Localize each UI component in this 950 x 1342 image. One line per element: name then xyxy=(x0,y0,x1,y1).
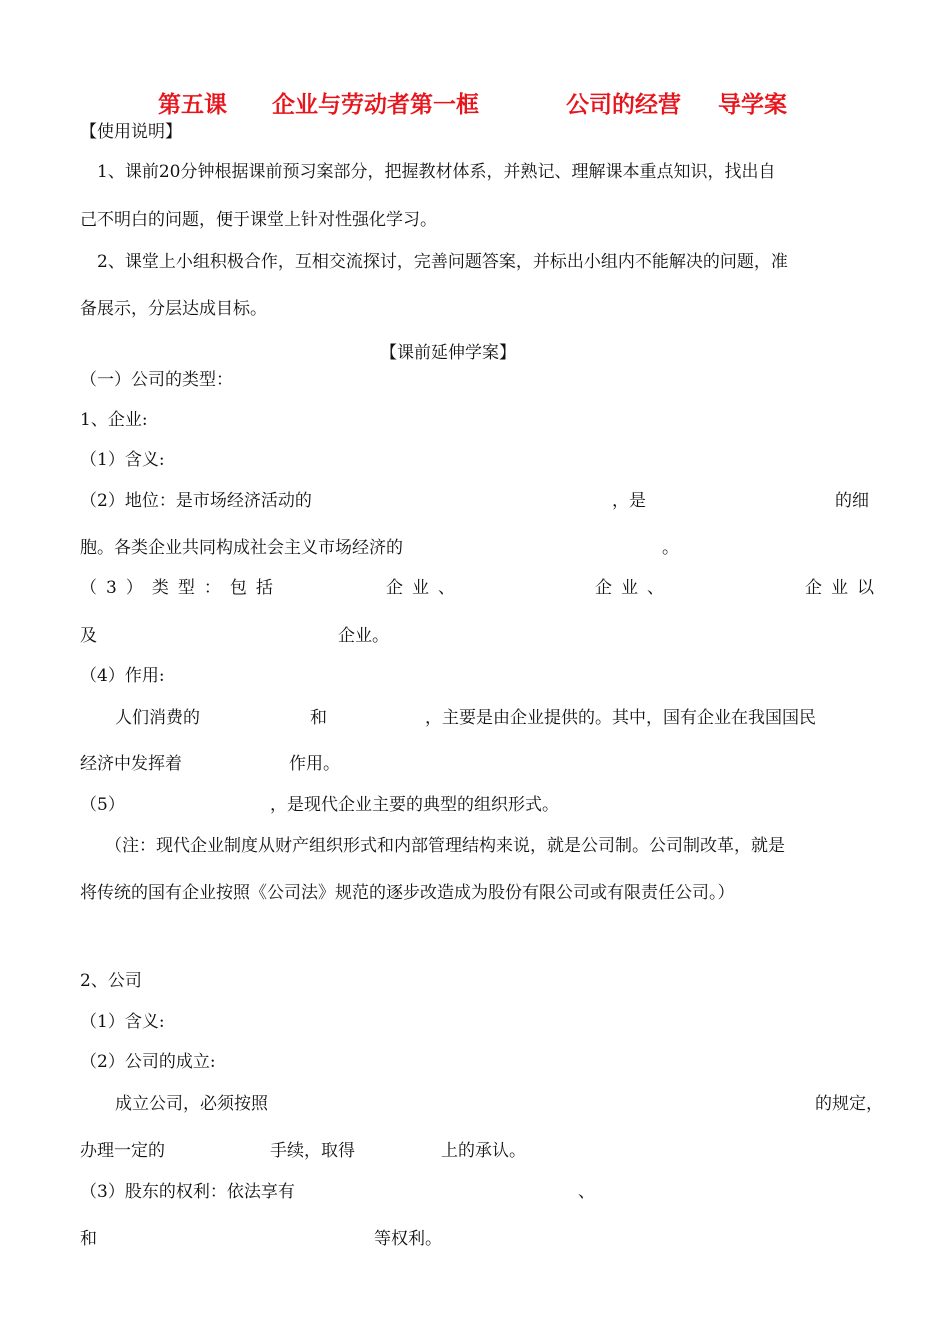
enterprise-role: （4）作用: xyxy=(80,666,165,686)
enterprise-types-a: （3）类型：包括 xyxy=(80,578,282,598)
enterprise-heading: 1、企业: xyxy=(80,410,148,430)
enterprise-role-line1-c: ，主要是由企业提供的。其中，国有企业在我国国民 xyxy=(425,708,816,728)
company-establish-line1-a: 成立公司，必须按照 xyxy=(115,1094,268,1114)
company-meaning: （1）含义: xyxy=(80,1012,165,1032)
usage-item2-line1: 2、课堂上小组积极合作，互相交流探讨，完善问题答案，并标出小组内不能解决的问题，准 xyxy=(97,252,788,272)
company-establish-line1-b: 的规定， xyxy=(815,1094,883,1114)
company-heading: 2、公司 xyxy=(80,971,142,991)
usage-item1-line1: 1、课前20分钟根据课前预习案部分，把握教材体系，并熟记、理解课本重点知识，找出自 xyxy=(97,162,776,182)
title-suffix: 导学案 xyxy=(718,92,787,118)
company-rights-line2-b: 等权利。 xyxy=(374,1229,442,1249)
enterprise-status-b: ，是 xyxy=(612,491,646,511)
company-rights-b: 、 xyxy=(578,1182,595,1202)
company-rights-a: （3）股东的权利：依法享有 xyxy=(80,1182,295,1202)
company-establish: （2）公司的成立: xyxy=(80,1052,216,1072)
enterprise-note-line1: （注：现代企业制度从财产组织形式和内部管理结构来说，就是公司制。公司制改革，就是 xyxy=(105,836,785,856)
title-topic: 企业与劳动者第一框 xyxy=(272,92,479,118)
enterprise-types-d: 企业以 xyxy=(805,578,883,598)
enterprise-role-line1-a: 人们消费的 xyxy=(115,708,200,728)
enterprise-meaning: （1）含义: xyxy=(80,450,165,470)
usage-item1-line2: 己不明白的问题，便于课堂上针对性强化学习。 xyxy=(80,210,437,230)
enterprise-role-line2-b: 作用。 xyxy=(289,754,340,774)
company-establish-line2-b: 手续，取得 xyxy=(270,1141,355,1161)
enterprise-status-a: （2）地位：是市场经济活动的 xyxy=(80,491,312,511)
enterprise-types-line2-a: 及 xyxy=(80,626,97,646)
enterprise-status-line2-a: 胞。各类企业共同构成社会主义市场经济的 xyxy=(80,538,403,558)
enterprise-status-c: 的细 xyxy=(835,491,869,511)
enterprise-role-line1-b: 和 xyxy=(310,708,327,728)
title-subtopic: 公司的经营 xyxy=(566,92,681,118)
section-heading: 【课前延伸学案】 xyxy=(380,343,516,363)
enterprise-types-b: 企业、 xyxy=(386,578,464,598)
company-establish-line2-c: 上的承认。 xyxy=(441,1141,526,1161)
enterprise-types-c: 企业、 xyxy=(595,578,673,598)
title-lesson: 第五课 xyxy=(158,92,227,118)
part-one-heading: （一）公司的类型： xyxy=(80,370,233,390)
enterprise-note-line2: 将传统的国有企业按照《公司法》规范的逐步改造成为股份有限公司或有限责任公司。） xyxy=(80,883,735,903)
usage-heading: 【使用说明】 xyxy=(80,122,182,142)
company-rights-line2-a: 和 xyxy=(80,1229,97,1249)
enterprise-role-line2-a: 经济中发挥着 xyxy=(80,754,182,774)
enterprise-item5-a: （5） xyxy=(80,795,125,815)
enterprise-status-line2-b: 。 xyxy=(662,538,679,558)
company-establish-line2-a: 办理一定的 xyxy=(80,1141,165,1161)
enterprise-item5-b: ，是现代企业主要的典型的组织形式。 xyxy=(270,795,559,815)
enterprise-types-line2-b: 企业。 xyxy=(338,626,389,646)
usage-item2-line2: 备展示，分层达成目标。 xyxy=(80,299,267,319)
